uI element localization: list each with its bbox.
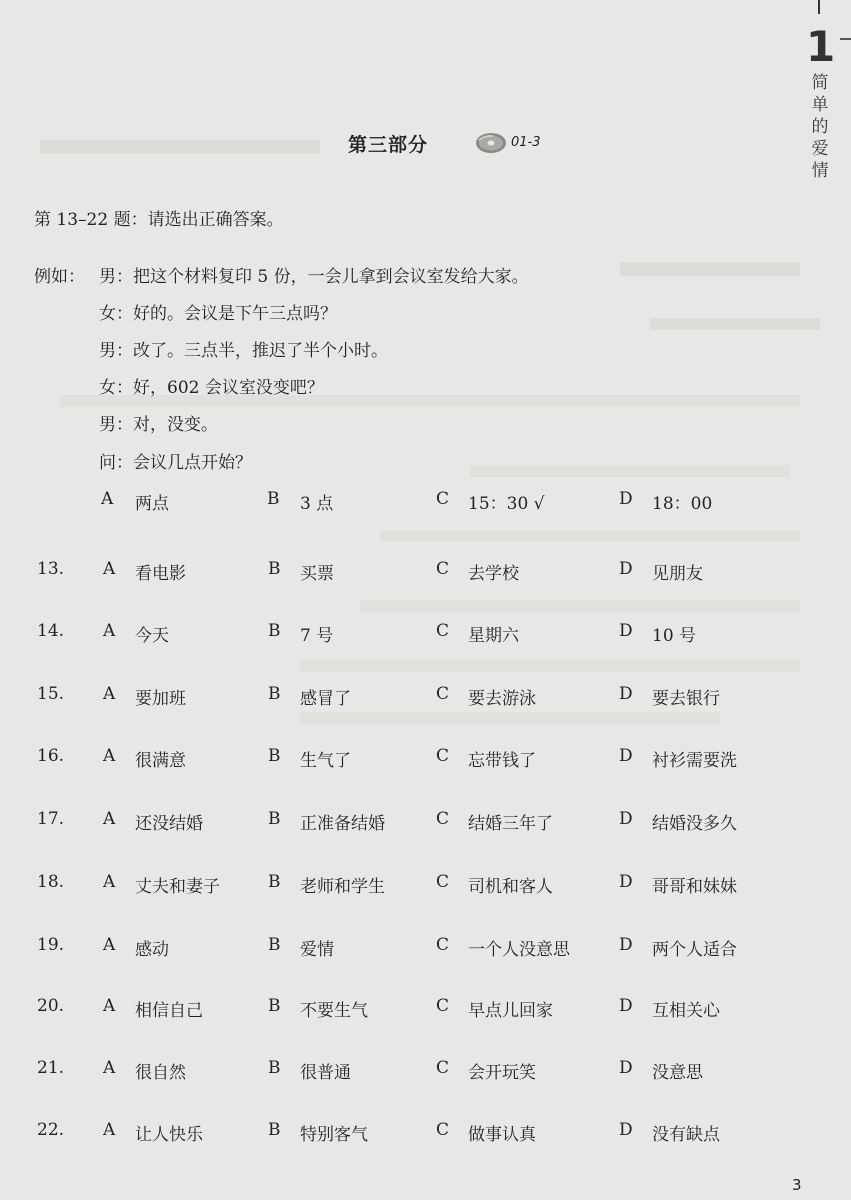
option-letter: B xyxy=(268,872,281,892)
option-letter: C xyxy=(436,746,450,766)
dialog-line: 女：好的。会议是下午三点吗？ xyxy=(99,304,337,324)
option-letter: B xyxy=(268,684,281,704)
option-letter: A xyxy=(103,1058,116,1078)
option-text: 正准备结婚 xyxy=(300,814,385,834)
option-letter: D xyxy=(619,684,633,704)
option-letter: C xyxy=(436,1120,450,1140)
example-option-text: 15：30 √ xyxy=(468,494,545,514)
chapter-rule-side xyxy=(840,38,851,40)
instruction: 第 13–22 题：请选出正确答案。 xyxy=(34,210,284,230)
bleed-through-mark xyxy=(300,712,720,724)
option-text: 早点儿回家 xyxy=(468,1001,553,1021)
example-option-letter: B xyxy=(267,489,280,509)
option-text: 没有缺点 xyxy=(652,1125,720,1145)
option-letter: A xyxy=(103,559,116,579)
option-letter: A xyxy=(103,996,116,1016)
bleed-through-mark xyxy=(650,318,820,330)
option-text: 要去游泳 xyxy=(468,689,536,709)
option-letter: B xyxy=(268,935,281,955)
option-letter: C xyxy=(436,996,450,1016)
option-letter: A xyxy=(103,935,116,955)
option-letter: D xyxy=(619,996,633,1016)
option-letter: C xyxy=(436,872,450,892)
option-text: 要去银行 xyxy=(652,689,720,709)
option-text: 去学校 xyxy=(468,564,519,584)
option-letter: C xyxy=(436,935,450,955)
option-text: 10 号 xyxy=(652,626,697,646)
track-code: 01-3 xyxy=(511,135,541,150)
bleed-through-mark xyxy=(360,600,800,612)
bleed-through-mark xyxy=(40,140,320,154)
example-option-letter: C xyxy=(436,489,450,509)
question-number: 15. xyxy=(37,684,65,704)
option-text: 结婚三年了 xyxy=(468,814,553,834)
option-letter: C xyxy=(436,684,450,704)
example-option-text: 18：00 xyxy=(652,494,713,514)
option-letter: D xyxy=(619,1058,633,1078)
option-letter: D xyxy=(619,809,633,829)
option-text: 不要生气 xyxy=(300,1001,368,1021)
option-letter: D xyxy=(619,872,633,892)
option-text: 结婚没多久 xyxy=(652,814,737,834)
option-letter: B xyxy=(268,559,281,579)
question-number: 20. xyxy=(37,996,65,1016)
question-number: 16. xyxy=(37,746,65,766)
example-option-letter: A xyxy=(101,489,114,509)
option-letter: C xyxy=(436,1058,450,1078)
chapter-title-char: 情 xyxy=(811,161,829,181)
option-text: 一个人没意思 xyxy=(468,940,570,960)
option-letter: A xyxy=(103,1120,116,1140)
option-text: 要加班 xyxy=(135,689,186,709)
cd-icon xyxy=(475,131,507,155)
option-letter: D xyxy=(619,1120,633,1140)
chapter-title-char: 单 xyxy=(811,95,829,115)
example-option-letter: D xyxy=(619,489,633,509)
chapter-number: 1 xyxy=(806,22,836,71)
option-text: 做事认真 xyxy=(468,1125,536,1145)
chapter-title-char: 的 xyxy=(811,117,829,137)
dialog-line: 男：改了。三点半，推迟了半个小时。 xyxy=(99,341,388,361)
option-text: 见朋友 xyxy=(652,564,703,584)
bleed-through-mark xyxy=(470,465,790,477)
option-text: 很自然 xyxy=(135,1063,186,1083)
option-text: 看电影 xyxy=(135,564,186,584)
option-text: 会开玩笑 xyxy=(468,1063,536,1083)
option-text: 星期六 xyxy=(468,626,519,646)
option-text: 7 号 xyxy=(300,626,334,646)
chapter-title xyxy=(806,72,834,182)
option-letter: B xyxy=(268,1120,281,1140)
option-letter: C xyxy=(436,559,450,579)
dialog-line: 男：对，没变。 xyxy=(99,415,218,435)
question-number: 13. xyxy=(37,559,65,579)
option-letter: A xyxy=(103,621,116,641)
bleed-through-mark xyxy=(300,660,800,672)
section-title: 第三部分 xyxy=(348,134,429,156)
option-letter: A xyxy=(103,684,116,704)
question-number: 19. xyxy=(37,935,65,955)
option-letter: B xyxy=(268,1058,281,1078)
question-number: 18. xyxy=(37,872,65,892)
option-text: 哥哥和妹妹 xyxy=(652,877,737,897)
chapter-rule-top xyxy=(818,0,820,14)
question-number: 21. xyxy=(37,1058,65,1078)
option-letter: C xyxy=(436,621,450,641)
dialog-line: 问：会议几点开始？ xyxy=(99,453,252,473)
option-letter: C xyxy=(436,809,450,829)
dialog-line: 女：好，602 会议室没变吧？ xyxy=(99,378,324,398)
option-text: 没意思 xyxy=(652,1063,703,1083)
option-text: 老师和学生 xyxy=(300,877,385,897)
chapter-title-char: 简 xyxy=(811,73,829,93)
option-text: 感动 xyxy=(135,940,169,960)
option-text: 互相关心 xyxy=(652,1001,720,1021)
option-text: 丈夫和妻子 xyxy=(135,877,220,897)
example-option-text: 两点 xyxy=(135,494,169,514)
option-text: 很满意 xyxy=(135,751,186,771)
option-text: 今天 xyxy=(135,626,169,646)
bleed-through-mark xyxy=(380,530,800,542)
option-letter: B xyxy=(268,996,281,1016)
option-text: 特别客气 xyxy=(300,1125,368,1145)
chapter-title-char: 爱 xyxy=(811,139,829,159)
option-text: 忘带钱了 xyxy=(468,751,536,771)
question-number: 14. xyxy=(37,621,65,641)
option-text: 司机和客人 xyxy=(468,877,553,897)
option-letter: B xyxy=(268,809,281,829)
option-letter: D xyxy=(619,621,633,641)
option-text: 让人快乐 xyxy=(135,1125,203,1145)
example-option-text: 3 点 xyxy=(300,494,334,514)
option-text: 买票 xyxy=(300,564,334,584)
page-number: 3 xyxy=(792,1176,802,1194)
option-letter: D xyxy=(619,559,633,579)
option-letter: A xyxy=(103,872,116,892)
option-letter: A xyxy=(103,809,116,829)
option-letter: B xyxy=(268,621,281,641)
dialog-line: 男：把这个材料复印 5 份，一会儿拿到会议室发给大家。 xyxy=(99,267,529,287)
question-number: 17. xyxy=(37,809,65,829)
option-text: 还没结婚 xyxy=(135,814,203,834)
question-number: 22. xyxy=(37,1120,65,1140)
option-letter: D xyxy=(619,935,633,955)
option-text: 衬衫需要洗 xyxy=(652,751,737,771)
option-text: 两个人适合 xyxy=(652,940,737,960)
option-text: 相信自己 xyxy=(135,1001,203,1021)
option-letter: B xyxy=(268,746,281,766)
option-text: 感冒了 xyxy=(300,689,351,709)
bleed-through-mark xyxy=(620,262,800,276)
option-letter: A xyxy=(103,746,116,766)
example-label: 例如： xyxy=(34,267,85,287)
option-letter: D xyxy=(619,746,633,766)
option-text: 很普通 xyxy=(300,1063,351,1083)
option-text: 爱情 xyxy=(300,940,334,960)
option-text: 生气了 xyxy=(300,751,351,771)
